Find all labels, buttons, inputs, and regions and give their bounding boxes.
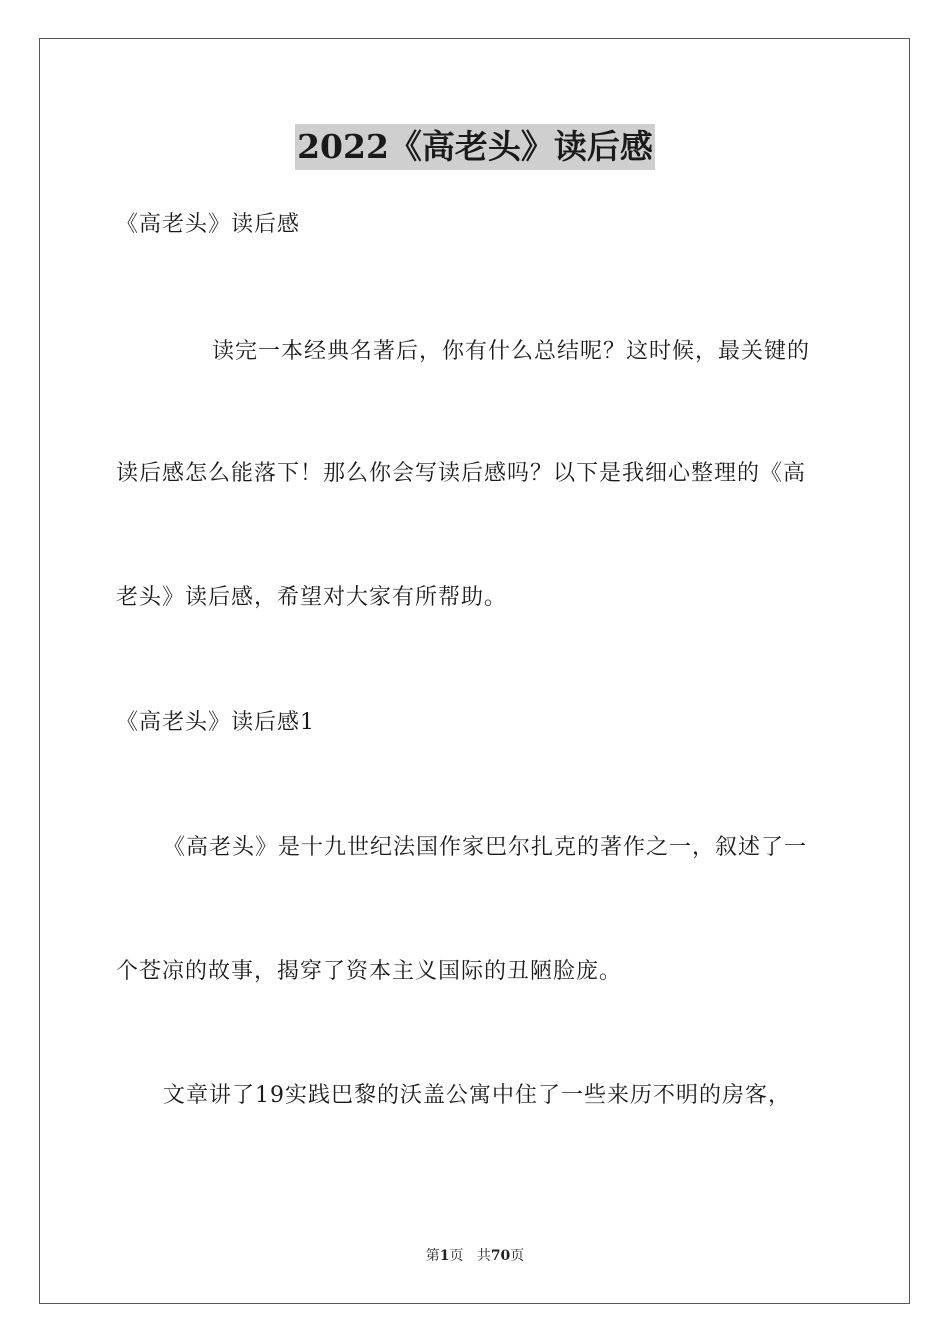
title-container (0, 124, 950, 170)
total-prefix: 共 (476, 1248, 491, 1264)
paragraph-line: 读完一本经典名著后，你有什么总结呢？这时候，最关键的 (212, 339, 811, 364)
page-prefix: 第 (425, 1248, 440, 1264)
page-footer (0, 1246, 950, 1266)
subtitle-line: 《高老头》读后感 (116, 212, 301, 237)
page-suffix: 页 (449, 1248, 464, 1264)
total-suffix: 页 (510, 1248, 525, 1264)
document-title: 2022《高老头》读后感 (295, 124, 655, 170)
section-heading: 《高老头》读后感1 (116, 710, 315, 735)
paragraph-line: 《高老头》是十九世纪法国作家巴尔扎克的著作之一，叙述了一 (163, 835, 808, 860)
paragraph-line: 个苍凉的故事，揭穿了资本主义国际的丑陋脸庞。 (116, 959, 623, 984)
total-pages: 70 (490, 1248, 511, 1264)
page-number: 1 (439, 1248, 450, 1264)
paragraph-line: 文章讲了19实践巴黎的沃盖公寓中住了一些来历不明的房客， (163, 1083, 791, 1108)
paragraph-line: 老头》读后感，希望对大家有所帮助。 (116, 585, 508, 610)
paragraph-line: 读后感怎么能落下！那么你会写读后感吗？以下是我细心整理的《高 (116, 461, 807, 486)
